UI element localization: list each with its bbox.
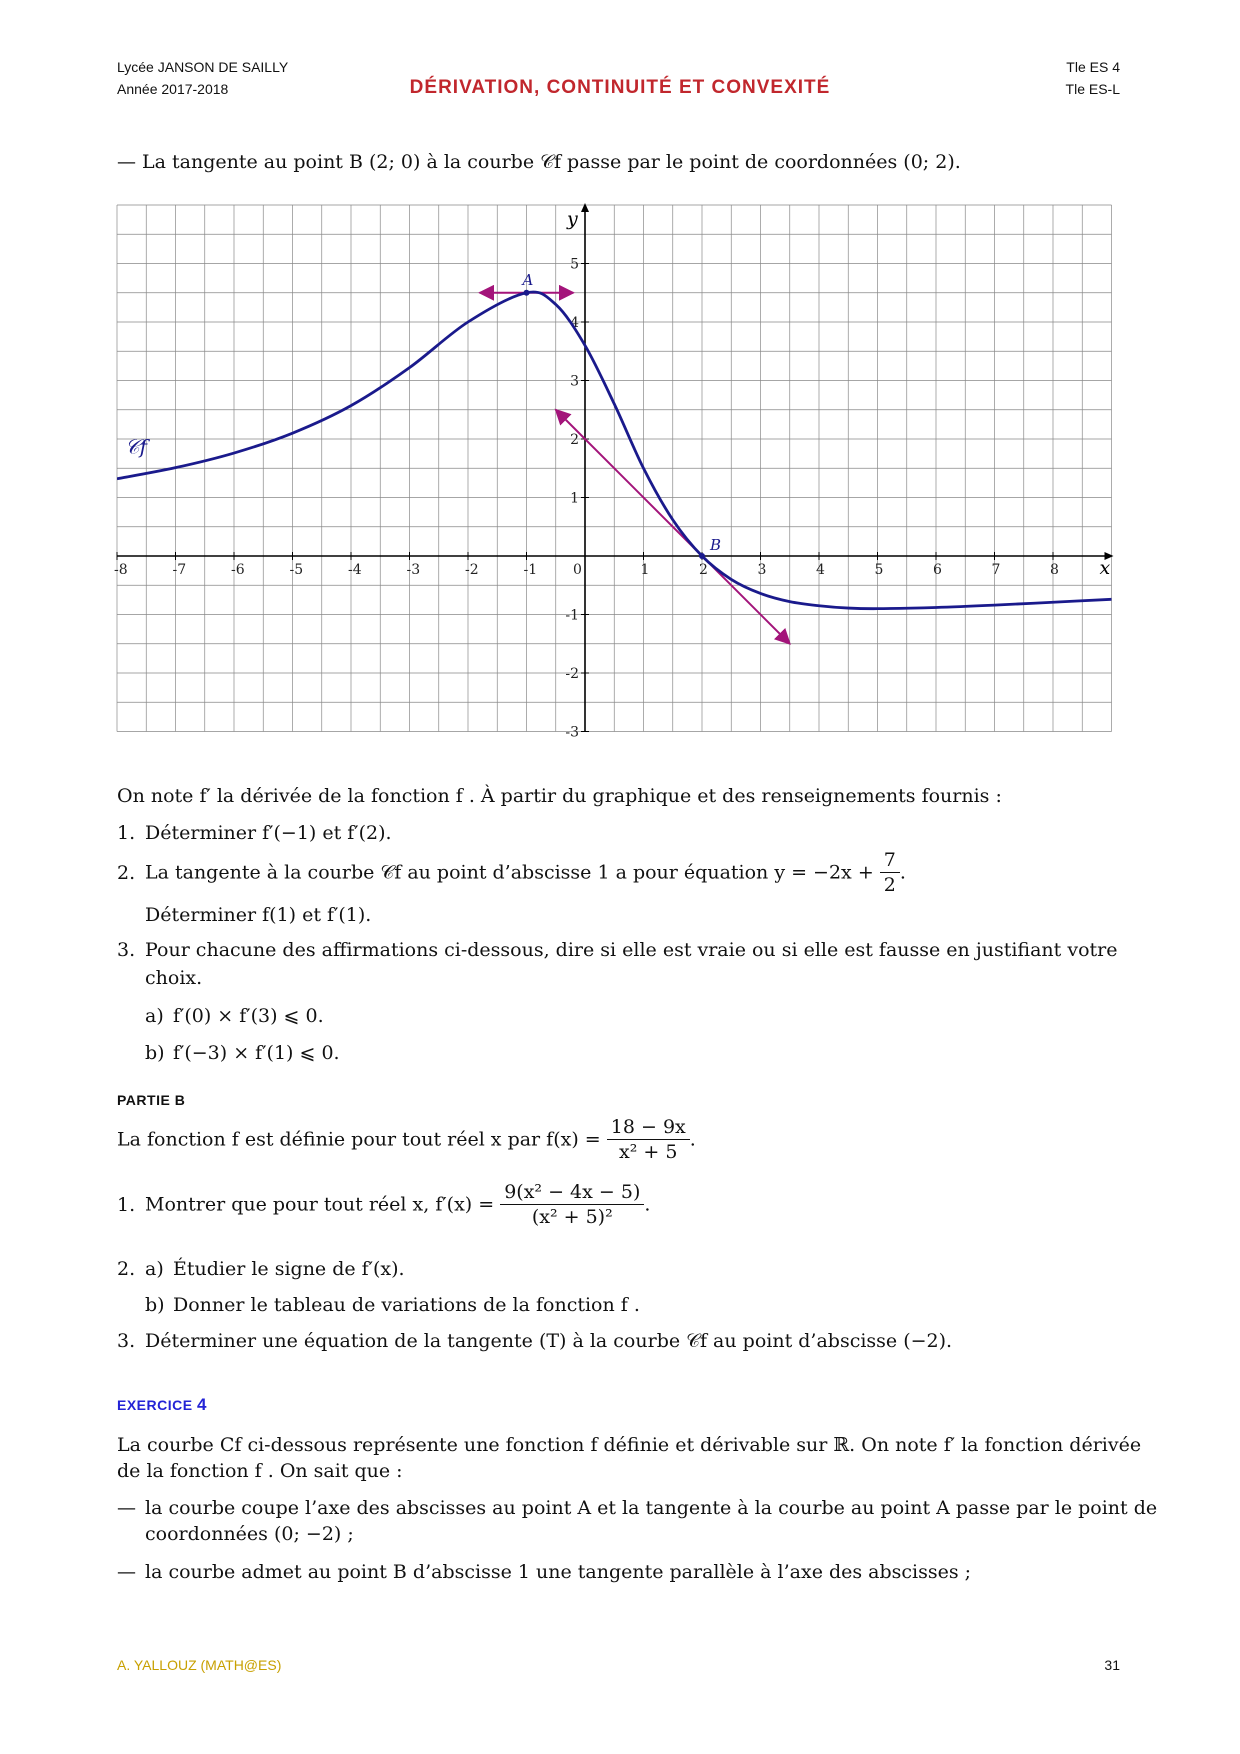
x-tick-label: 5 (874, 562, 884, 578)
footer-page: 31 (1104, 1657, 1120, 1673)
partB-q2b-text: Donner le tableau de variations de la fonction f . (173, 1294, 640, 1316)
partB-def-text: La fonction f est définie pour tout réel x par f(x) = (117, 1128, 601, 1151)
y-tick-label: 5 (570, 256, 579, 273)
partA-q3b-text: f′(−3) × f′(1) ⩽ 0. (173, 1042, 340, 1064)
y-tick-label: -1 (565, 607, 579, 624)
partA-q3a (145, 1003, 324, 1029)
school-name: Lycée JANSON DE SAILLY (117, 59, 289, 75)
y-tick-label: 3 (570, 373, 579, 390)
q-number: 1. (117, 1193, 136, 1216)
q-number: 1. (117, 822, 136, 844)
partA-q2-text: La tangente à la courbe 𝒞f au point d’abscisse 1 a pour équation y = −2x + (145, 861, 874, 884)
fraction-fprime (500, 1180, 644, 1229)
point-label-B: B (710, 536, 722, 554)
partA-q3-line2: choix. (145, 967, 203, 989)
x-tick-label: 6 (933, 562, 942, 578)
ex4-b1-text: la courbe coupe l’axe des abscisses au point A et la tangente à la courbe au point A passe par le point de (145, 1497, 1158, 1519)
q-number: 2. (117, 1258, 136, 1280)
sub-label: a) (145, 1005, 164, 1027)
point-B (699, 553, 705, 559)
x-tick-label: -2 (465, 562, 479, 578)
q-number: 3. (117, 939, 136, 961)
y-tick-label: 1 (570, 490, 579, 507)
partB-heading: PARTIE B (117, 1092, 186, 1108)
x-tick-label: 8 (1050, 562, 1059, 578)
x-axis-label: x (1099, 557, 1111, 579)
ex4-bullet-2 (117, 1559, 971, 1585)
partA-q2-line2: Déterminer f(1) et f′(1). (145, 904, 372, 926)
fraction-7-2 (880, 848, 900, 897)
x-tick-label: 3 (757, 562, 767, 578)
partA-q3 (117, 937, 1122, 963)
frac-num: 18 − 9x (607, 1115, 690, 1140)
partB-q2a (117, 1256, 405, 1282)
partA-q1-text: Déterminer f′(−1) et f′(2). (145, 822, 392, 844)
y-axis-label: y (567, 208, 578, 230)
x-tick-label: -4 (348, 562, 362, 578)
point-label-A: A (522, 270, 534, 289)
sub-label: b) (145, 1042, 165, 1064)
partA-q2 (117, 848, 906, 897)
ex4-p1: La courbe Cf ci-dessous représente une fonction f définie et dérivable sur ℝ. On note f′ la fonction dérivée (117, 1434, 1142, 1456)
exercise-word: EXERCICE (117, 1397, 193, 1413)
ex4-bullet-1 (117, 1495, 1157, 1521)
x-tick-label: -8 (114, 562, 128, 578)
axes (117, 203, 1114, 732)
exercise-number: 4 (196, 1395, 207, 1414)
x-tick-label: -3 (406, 562, 421, 578)
function-graph (100, 195, 1140, 745)
page-title: DÉRIVATION, CONTINUITÉ ET CONVEXITÉ (409, 77, 831, 98)
frac-den: 2 (883, 874, 896, 896)
sub-label: a) (145, 1258, 164, 1280)
x-tick-label: 4 (816, 562, 825, 578)
x-tick-label: 0 (573, 562, 582, 578)
ex4-b2-text: la courbe admet au point B d’abscisse 1 une tangente parallèle à l’axe des abscisses ; (145, 1561, 972, 1583)
partA-intro: On note f′ la dérivée de la fonction f . À partir du graphique et des renseignements fournis : (117, 785, 1002, 807)
fraction-f (607, 1115, 690, 1164)
y-tick-label: -2 (565, 666, 579, 682)
partA-q3b (145, 1040, 340, 1066)
sub-label: b) (145, 1294, 165, 1316)
school-year: Année 2017-2018 (117, 81, 229, 97)
partA-q3-text: Pour chacune des affirmations ci-dessous, dire si elle est vraie ou si elle est fausse en justifiant votre (145, 939, 1118, 961)
class-label-1: Tle ES 4 (1066, 59, 1120, 75)
x-tick-label: -6 (231, 562, 245, 578)
q-number: 3. (117, 1330, 136, 1352)
partA-q1 (117, 820, 392, 846)
x-tick-label: -7 (172, 562, 187, 578)
frac-den: x² + 5 (619, 1141, 678, 1163)
partB-q2b (145, 1292, 640, 1318)
x-tick-label: 2 (699, 562, 708, 578)
dash: — (117, 1497, 136, 1519)
footer-author: A. YALLOUZ (MATH@ES) (117, 1657, 282, 1673)
partA-q3a-text: f′(0) × f′(3) ⩽ 0. (173, 1005, 324, 1027)
y-axis-arrow (581, 203, 589, 212)
frac-num: 7 (880, 848, 900, 873)
x-tick-label: -1 (523, 562, 538, 578)
x-tick-label: -5 (289, 562, 304, 578)
period: . (899, 861, 906, 884)
y-tick-label: 2 (570, 432, 579, 448)
partB-q3 (117, 1328, 952, 1354)
point-A (524, 290, 530, 296)
frac-den: (x² + 5)² (531, 1206, 613, 1228)
intro-bullet: — La tangente au point B (2; 0) à la courbe 𝒞f passe par le point de coordonnées (0; 2). (117, 151, 961, 173)
partB-q1 (117, 1180, 650, 1229)
partB-q2a-text: Étudier le signe de f′(x). (173, 1258, 405, 1280)
dash: — (117, 1561, 136, 1583)
ex4-p1b: de la fonction f . On sait que : (117, 1460, 403, 1482)
q-number: 2. (117, 861, 136, 884)
y-tick-label: 4 (570, 315, 579, 331)
class-label-2: Tle ES-L (1065, 81, 1120, 97)
exercise-4-heading (117, 1395, 207, 1415)
partB-definition (117, 1115, 696, 1164)
y-tick-label: -3 (565, 724, 579, 741)
partB-q1-text: Montrer que pour tout réel x, f′(x) = (145, 1193, 495, 1216)
partB-q3-text: Déterminer une équation de la tangente (T) à la courbe 𝒞f au point d’abscisse (−2). (145, 1330, 953, 1352)
curve-label: 𝒞f (125, 434, 147, 459)
period: . (644, 1193, 651, 1216)
frac-num: 9(x² − 4x − 5) (500, 1180, 644, 1205)
x-tick-label: 7 (991, 562, 1001, 578)
ex4-bullet-1b: coordonnées (0; −2) ; (145, 1523, 354, 1545)
period: . (689, 1128, 696, 1151)
x-tick-label: 1 (640, 562, 650, 578)
